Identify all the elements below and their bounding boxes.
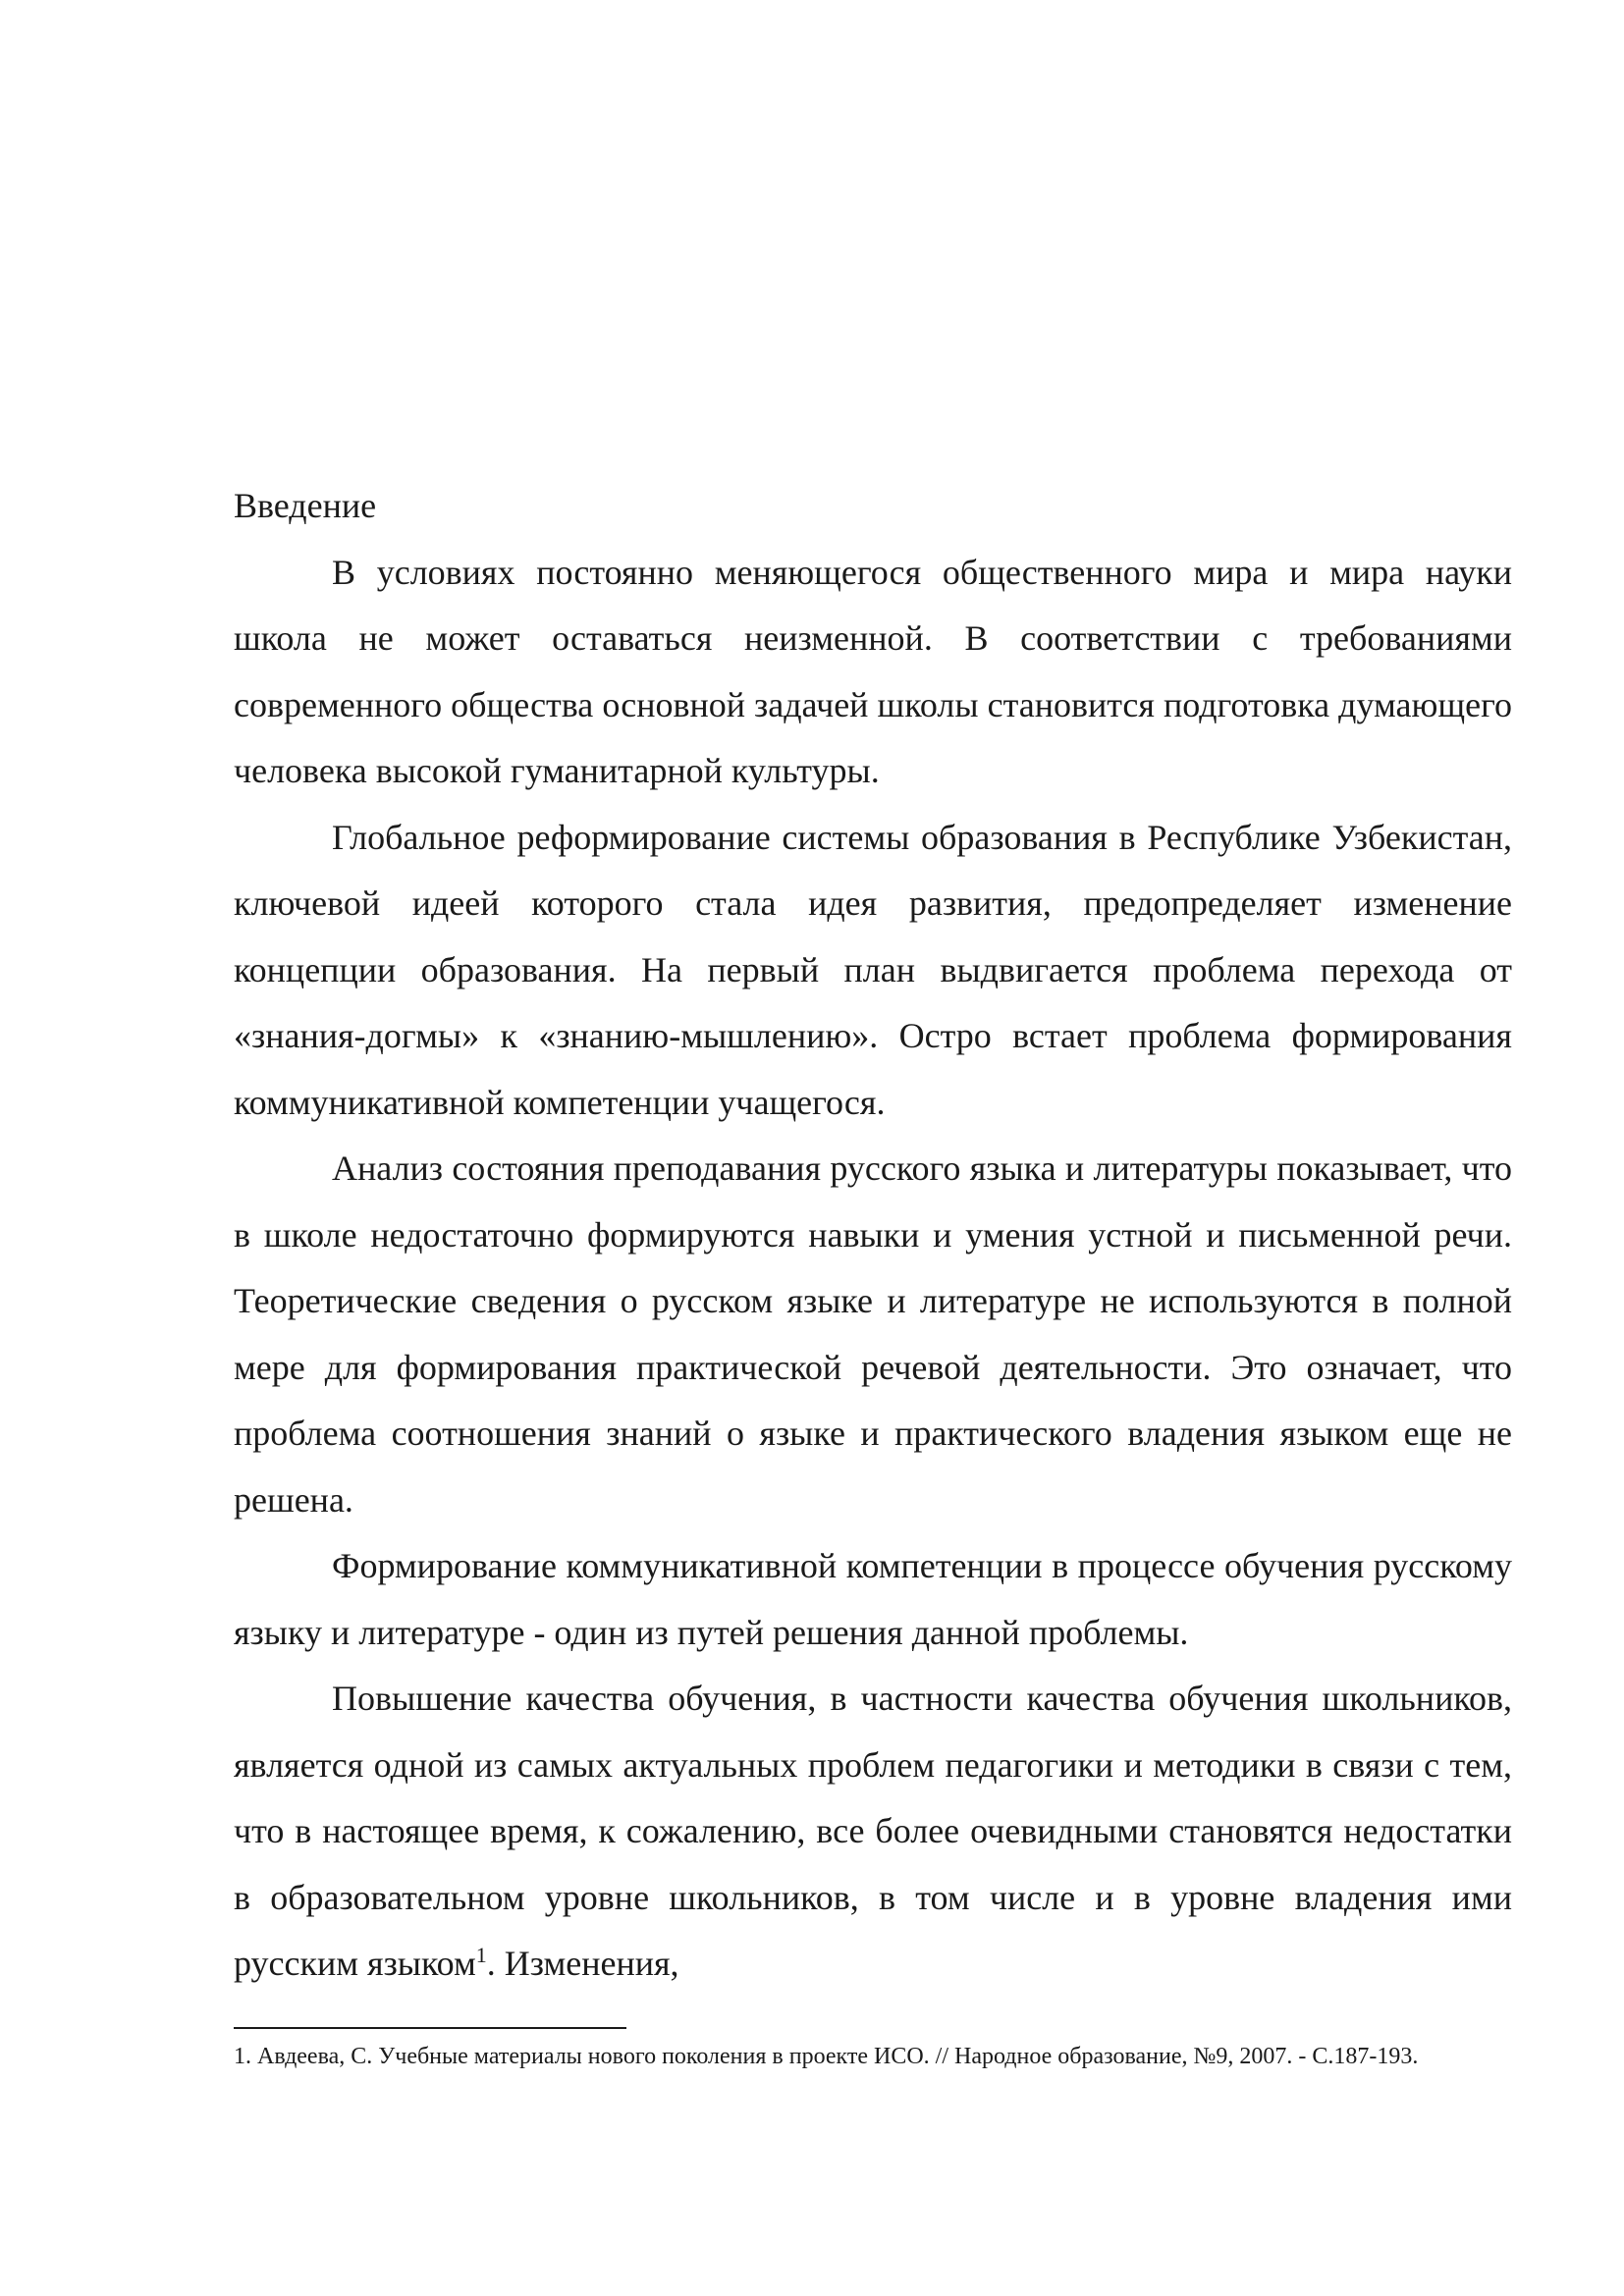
footnote-separator (234, 2027, 626, 2029)
document-body (234, 473, 1512, 1998)
paragraph-4: Формирование коммуникативной компетенции в процессе обучения русскому языку и литературе - один из путей решения данной проблемы. (234, 1546, 1512, 1652)
paragraph-5-tail: . Изменения, (486, 1944, 679, 1983)
paragraph-5-text: Повышение качества обучения, в частности качества обучения школьников, является одной из самых актуальных проблем педагогики и методики в связи с тем, что в настоящее время, к сожалению, все более очевидными становятся недостатки в образовательном уровне школьников, в том числе и в уровне владения ими русским языком (234, 1679, 1512, 1983)
section-heading: Введение (234, 486, 377, 525)
paragraph-5 (234, 1666, 1512, 1998)
paragraph-2: Глобальное реформирование системы образования в Республике Узбекистан, ключевой идеей которого стала идея развития, предопределяет изменение концепции образования. На первый план выдвигается проблема перехода от «знания-догмы» к «знанию-мышлению». Остро встает проблема формирования коммуникативной компетенции учащегося. (234, 817, 1512, 1122)
footnote: 1. Авдеева, С. Учебные материалы нового поколения в проекте ИСО. // Народное образование, №9, 2007. - С.187-193. (234, 2044, 1419, 2069)
paragraph-1: В условиях постоянно меняющегося общественного мира и мира науки школа не может оставаться неизменной. В соответствии с требованиями современного общества основной задачей школы становится подготовка думающего человека высокой гуманитарной культуры. (234, 552, 1512, 790)
footnote-reference[interactable]: 1 (475, 1943, 487, 1967)
paragraph-3: Анализ состояния преподавания русского языка и литературы показывает, что в школе недостаточно формируются навыки и умения устной и письменной речи. Теоретические сведения о русском языке и литературе не используются в полной мере для формирования практической речевой деятельности. Это означает, что проблема соотношения знаний о языке и практического владения языком еще не решена. (234, 1148, 1512, 1520)
